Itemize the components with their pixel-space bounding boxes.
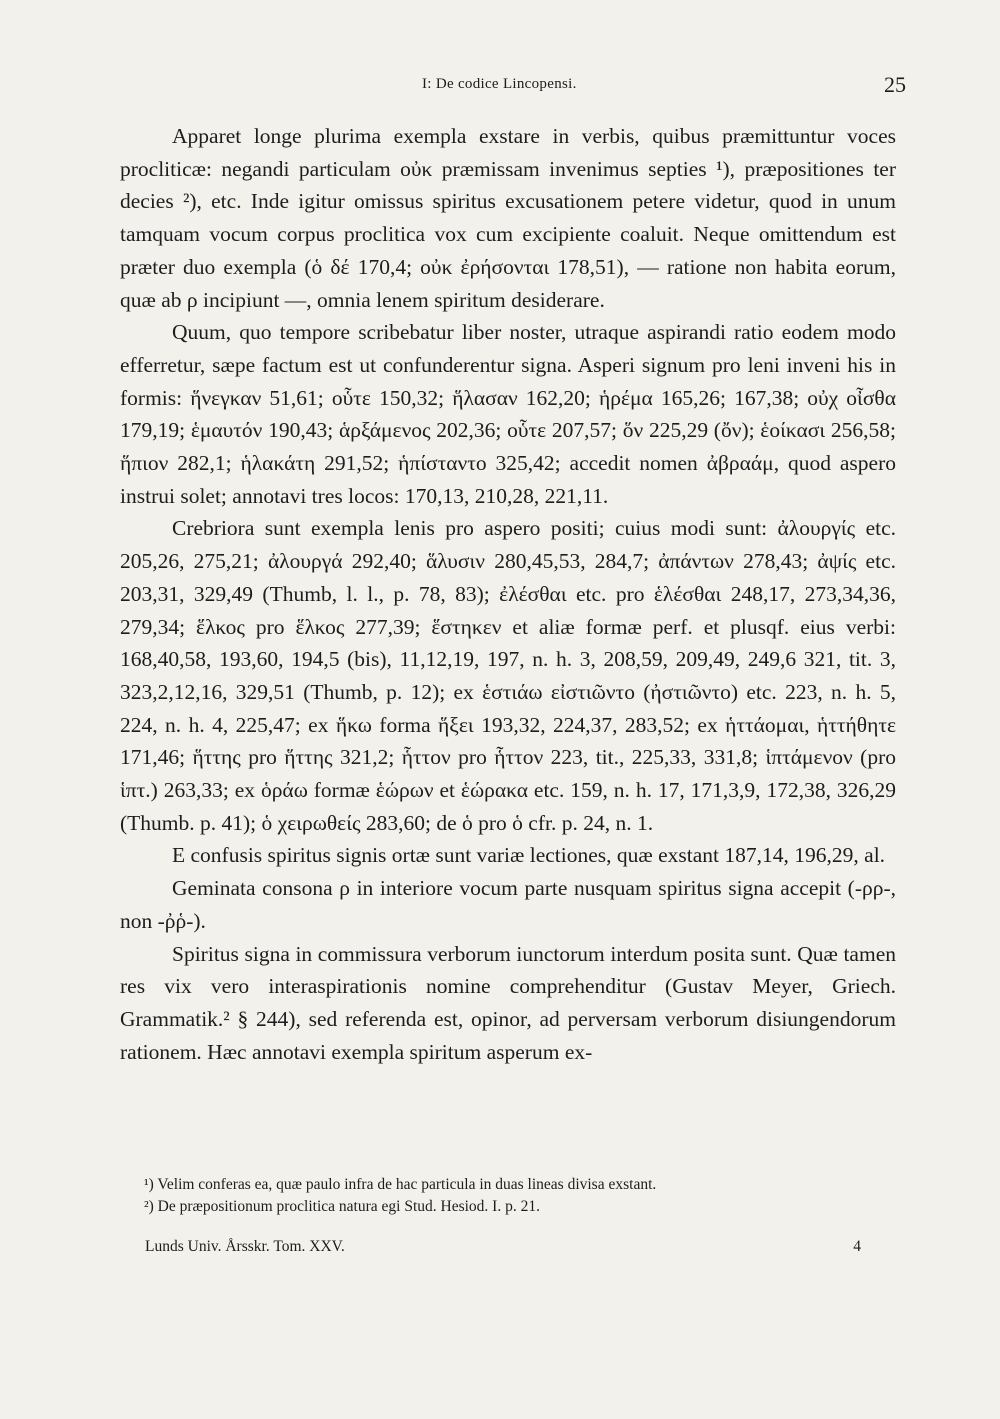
page-header [120,72,906,106]
paragraph: Quum, quo tempore scribebatur liber noster, utraque aspirandi ratio eodem modo efferretur, sæpe factum est ut confunderentur signa. Asperi signum pro leni inveni his in formis: ἥνεγκαν 51,61; οὗτε 150,32; ἥλασαν 162,20; ἡρέμα 165,26; 167,38; οὐχ οἶσθα 179,19; ἑμαυτόν 190,43; ἁρξάμενος 202,36; οὗτε 207,57; ὅν 225,29 (ὄν); ἑοίκασι 256,58; ἥπιον 282,1; ἡλακάτη 291,52; ἡπίσταντο 325,42; accedit nomen ἀβραάμ, quod aspero instrui solet; annotavi tres locos: 170,13, 210,28, 221,11. [120,320,896,508]
paragraph: Crebriora sunt exempla lenis pro aspero positi; cuius modi sunt: ἀλουργίς etc. 205,26, 275,21; ἀλουργά 292,40; ἅλυσιν 280,45,53, 284,7; ἀπάντων 278,43; ἀψίς etc. 203,31, 329,49 (Thumb, l. l., p. 78, 83); ἐλέσθαι etc. pro ἑλέσθαι 248,17, 273,34,36, 279,34; ἕλκος pro ἕλκος 277,39; ἕστηκεν et aliæ formæ perf. et plusqf. eius verbi: 168,40,58, 193,60, 194,5 (bis), 11,12,19, 197, n. h. 3, 208,59, 209,49, 249,6 321, tit. 3, 323,2,12,16, 329,51 (Thumb, p. 12); ex ἑστιάω εἰστιῶντο (ἠστιῶντο) etc. 223, n. h. 5, 224, n. h. 4, 225,47; ex ἥκω forma ἥξει 193,32, 224,37, 283,52; ex ἡττάομαι, ἡττήθητε 171,46; ἥττης pro ἥττης 321,2; ἧττον pro ἧττον 223, tit., 225,33, 331,8; ἱπτάμενον (pro ἱπτ.) 263,33; ex ὁράω formæ ἑώρων et ἑώρακα etc. 159, n. h. 17, 171,3,9, 172,38, 326,29 (Thumb. p. 41); ὁ χειρωθείς 283,60; de ὁ pro ὁ cfr. p. 24, n. 1. [120,516,896,835]
footnote: ²) De præpositionum proclitica natura egi Stud. Hesiod. I. p. 21. [144,1198,540,1215]
page-number: 25 [884,72,906,97]
main-text [120,120,896,1068]
paragraph: Apparet longe plurima exempla exstare in verbis, quibus præmittuntur voces procliticæ: negandi particulam οὐκ præmissam invenimus septies ¹), præpositiones ter decies ²), etc. Inde igitur omissus spiritus excusationem petere videtur, quod in unum tamquam vocum corpus proclitica vox cum excipiente coaluit. Neque omittendum est præter duo exempla (ὁ δέ 170,4; οὐκ ἐρήσονται 178,51), — ratione non habita eorum, quæ ab ρ incipiunt —, omnia lenem spiritum desiderare. [120,124,896,312]
page-footer [145,1238,861,1256]
footnotes [120,1174,896,1218]
paragraph: E confusis spiritus signis ortæ sunt variæ lectiones, quæ exstant 187,14, 196,29, al. [172,843,886,868]
footnote: ¹) Velim conferas ea, quæ paulo infra de hac particula in duas lineas divisa exstant. [144,1176,657,1193]
paragraph: Spiritus signa in commissura verborum iunctorum interdum posita sunt. Quæ tamen res vix vero interaspirationis nomine comprehenditur (Gustav Meyer, Griech. Grammatik.² § 244), sed referenda est, opinor, ad perversam verborum disiungendorum rationem. Hæc annotavi exempla spiritum asperum ex- [120,941,896,1064]
paragraph: Geminata consona ρ in interiore vocum parte nusquam spiritus signa accepit (-ρρ-, non -ῤῥ-). [120,876,896,933]
signature-mark: 4 [853,1238,861,1255]
running-head: I: De codice Lincopensi. [422,76,577,92]
signature-line: Lunds Univ. Årsskr. Tom. XXV. [145,1238,345,1255]
